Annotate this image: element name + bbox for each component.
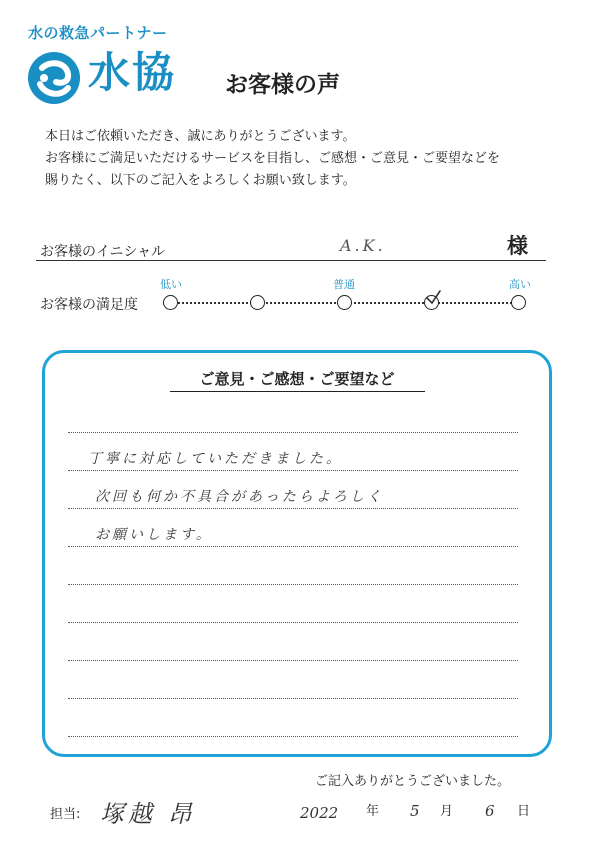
satisfaction-option-5[interactable] (511, 295, 526, 310)
checkmark-icon (423, 288, 443, 308)
date-day-unit: 日 (517, 804, 531, 819)
comment-box (42, 350, 552, 757)
comment-line (68, 736, 518, 737)
staff-name: 塚越 昂 (100, 800, 196, 828)
date-month-unit: 月 (440, 804, 454, 819)
thanks-message: ご記入ありがとうございました。 (315, 774, 511, 789)
initials-underline (36, 260, 546, 261)
date-year: 2022 (300, 804, 339, 822)
initials-label: お客様のイニシャル (40, 244, 166, 260)
satisfaction-option-3[interactable] (337, 295, 352, 310)
date-year-unit: 年 (366, 804, 380, 819)
brand-name: 水協 (88, 48, 177, 97)
comment-line (68, 546, 518, 547)
comment-line (68, 622, 518, 623)
satisfaction-label: お客様の満足度 (40, 297, 138, 313)
intro-line: 本日はご依頼いただき、誠にありがとうございます。 (45, 129, 356, 144)
form-title: お客様の声 (225, 72, 340, 98)
tagline: 水の救急パートナー (28, 24, 168, 42)
intro-text (45, 126, 565, 192)
satisfaction-option-1[interactable] (163, 295, 178, 310)
comment-line (68, 660, 518, 661)
comment-title-underline (170, 391, 425, 392)
comment-line (68, 584, 518, 585)
scale-high-label: 高い (509, 278, 531, 291)
comment-line (68, 698, 518, 699)
date-day: 6 (485, 802, 495, 820)
comment-handwritten-line: 丁寧に対応していただきました。 (88, 451, 343, 467)
intro-line: 賜りたく、以下のご記入をよろしくお願い致します。 (45, 173, 356, 188)
honorific: 様 (507, 234, 528, 258)
staff-label: 担当: (50, 807, 81, 822)
comment-line (68, 508, 518, 509)
comment-line (68, 470, 518, 471)
scale-mid-label: 普通 (333, 278, 355, 291)
comment-handwritten-line: お願いします。 (95, 527, 213, 543)
comment-title: ご意見・ご感想・ご要望など (199, 370, 395, 388)
comment-handwritten-line: 次回も何か不具合があったらよろしく (95, 489, 384, 505)
scale-low-label: 低い (160, 278, 182, 291)
intro-line: お客様にご満足いただけるサービスを目指し、ご感想・ご意見・ご要望などを (45, 151, 501, 166)
date-month: 5 (410, 802, 420, 820)
comment-line (68, 432, 518, 433)
water-drop-logo-icon (26, 50, 82, 106)
initials-value: A.K. (340, 236, 386, 255)
satisfaction-option-2[interactable] (250, 295, 265, 310)
